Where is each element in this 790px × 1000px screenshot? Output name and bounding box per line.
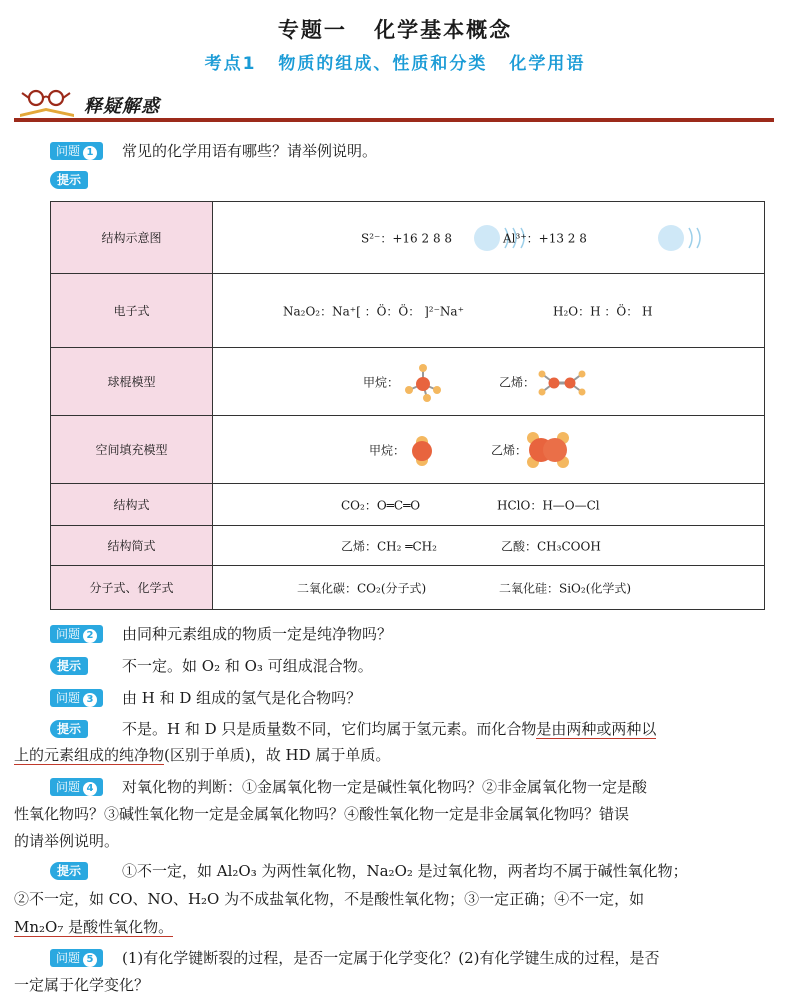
ethylene-space-filling-model bbox=[525, 430, 571, 470]
question-5-line-2: 一定属于化学变化？ bbox=[14, 976, 150, 994]
al3-ion-diagram bbox=[637, 222, 717, 254]
answer-4-line-1: ①不一定，如 Al₂O₃ 为两性氧化物，Na₂O₂ 是过氧化物，两者均不属于碱性氧化物； bbox=[122, 862, 688, 880]
row-key: 结构示意图 bbox=[51, 202, 213, 274]
methane-space-filling-model bbox=[407, 434, 437, 466]
answer-4-line-3: Mn₂O₇ 是酸性氧化物。 bbox=[14, 918, 174, 936]
question-3-text: 由 H 和 D 组成的氢气是化合物吗？ bbox=[122, 689, 362, 707]
question-4-line-1: 对氧化物的判断：①金属氧化物一定是碱性氧化物吗？②非金属氧化物一定是酸 bbox=[122, 778, 648, 796]
hint-tag-1: 提示 bbox=[50, 171, 88, 189]
question-1-text: 常见的化学用语有哪些？请举例说明。 bbox=[122, 142, 378, 160]
methane-label: 甲烷： bbox=[363, 375, 400, 389]
table-row bbox=[51, 348, 765, 416]
question-4-line-2: 性氧化物吗？③碱性氧化物一定是金属氧化物吗？④酸性氧化物一定是非金属氧化物吗？错误 bbox=[14, 805, 630, 823]
question-tag-2: 问题 2 bbox=[50, 625, 103, 643]
hint-tag-3: 提示 bbox=[50, 720, 88, 738]
question-4-line-3: 的请举例说明。 bbox=[14, 832, 120, 850]
question-2-text: 由同种元素组成的物质一定是纯净物吗？ bbox=[122, 625, 393, 643]
section-header bbox=[14, 88, 774, 122]
table-row bbox=[51, 526, 765, 566]
ethylene-label: 乙烯： bbox=[499, 375, 536, 389]
answer-4-line-2: ②不一定，如 CO、NO、H₂O 为不成盐氧化物，不是酸性氧化物；③一定正确；④不一定，如 bbox=[14, 890, 645, 908]
question-5-line-1: (1)有化学键断裂的过程，是否一定属于化学变化？(2)有化学键生成的过程，是否 bbox=[122, 949, 660, 967]
ethylene-ball-stick-model bbox=[537, 368, 587, 398]
row-key: 结构简式 bbox=[51, 526, 213, 566]
h2o-electron-formula: H₂O：H ：Ö： H bbox=[553, 304, 653, 318]
table-row bbox=[51, 274, 765, 348]
methane-ball-stick-model bbox=[403, 362, 443, 402]
row-key: 空间填充模型 bbox=[51, 416, 213, 484]
table-row bbox=[51, 416, 765, 484]
row-key: 分子式、化学式 bbox=[51, 566, 213, 610]
methane-label: 甲烷： bbox=[369, 443, 406, 457]
hint-tag-2: 提示 bbox=[50, 657, 88, 675]
s2-structure: S²⁻：+16 2 8 8 bbox=[361, 231, 453, 245]
ethylene-label: 乙烯： bbox=[491, 443, 528, 457]
question-tag-1: 问题 1 bbox=[50, 142, 103, 160]
question-tag-5: 问题 5 bbox=[50, 949, 103, 967]
glasses-book-icon bbox=[16, 88, 78, 120]
answer-3-line-1: 不是。H 和 D 只是质量数不同，它们均属于氢元素。而化合物是由两种或两种以 bbox=[122, 720, 657, 738]
al3-structure: Al³⁺：+13 2 8 bbox=[503, 231, 587, 245]
table-row bbox=[51, 484, 765, 526]
sio2-chemical-formula: 二氧化硅：SiO₂(化学式) bbox=[499, 581, 632, 595]
row-key: 结构式 bbox=[51, 484, 213, 526]
acetic-acid-condensed-formula: 乙酸：CH₃COOH bbox=[501, 539, 601, 553]
co2-molecular-formula: 二氧化碳：CO₂(分子式) bbox=[297, 581, 427, 595]
hint-tag-4: 提示 bbox=[50, 862, 88, 880]
chemistry-terms-table bbox=[50, 201, 765, 610]
answer-2-text: 不一定。如 O₂ 和 O₃ 可组成混合物。 bbox=[122, 657, 373, 675]
na2o2-electron-formula: Na₂O₂：Na⁺[ ：Ö：Ö： ]²⁻Na⁺ bbox=[283, 304, 464, 318]
row-key: 电子式 bbox=[51, 274, 213, 348]
page-subtitle: 考点1 物质的组成、性质和分类 化学用语 bbox=[204, 54, 586, 74]
co2-structural-formula: CO₂：O═C═O bbox=[341, 498, 421, 512]
table-row bbox=[51, 202, 765, 274]
ethylene-condensed-formula: 乙烯：CH₂ ═CH₂ bbox=[341, 539, 437, 553]
section-divider bbox=[14, 118, 774, 122]
answer-3-line-2: 上的元素组成的纯净物(区别于单质)，故 HD 属于单质。 bbox=[14, 746, 391, 764]
hclo-structural-formula: HClO：H—O—Cl bbox=[497, 498, 600, 512]
row-key: 球棍模型 bbox=[51, 348, 213, 416]
section-label: 释疑解惑 bbox=[84, 96, 160, 117]
page-title: 专题一 化学基本概念 bbox=[277, 17, 513, 42]
question-tag-3: 问题 3 bbox=[50, 689, 103, 707]
question-tag-4: 问题 4 bbox=[50, 778, 103, 796]
table-row bbox=[51, 566, 765, 610]
